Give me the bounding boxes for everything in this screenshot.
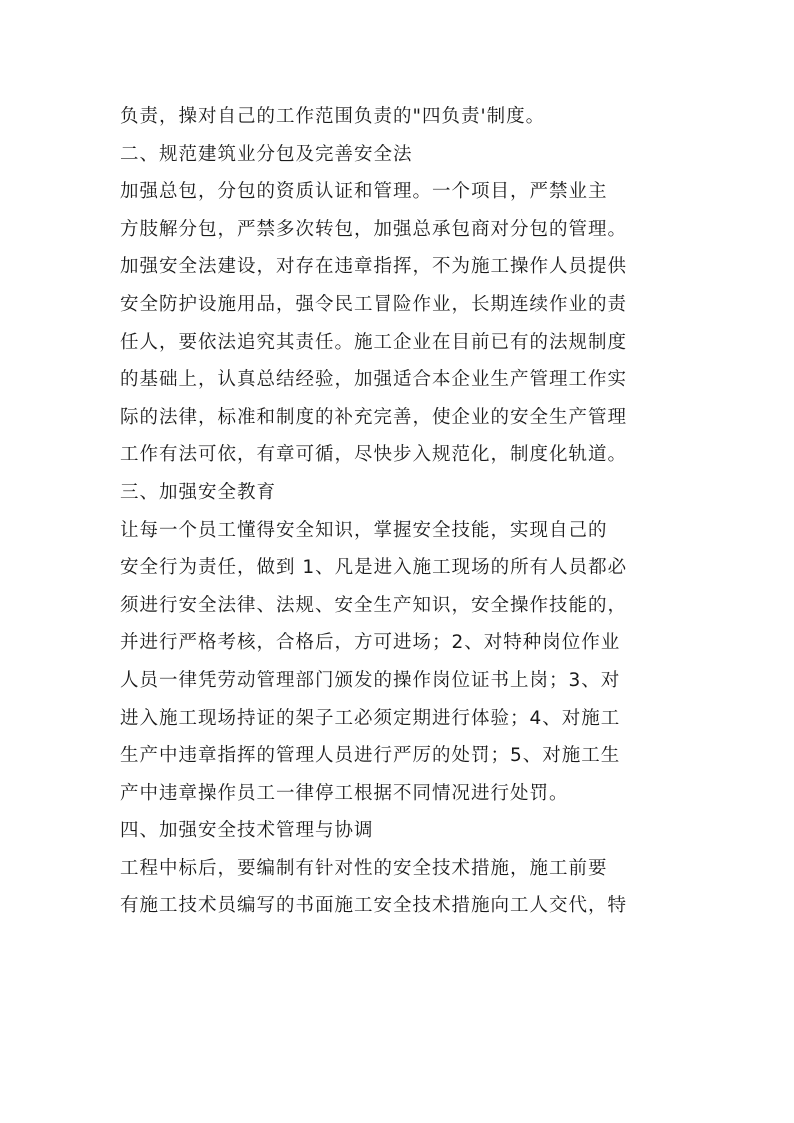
text-line: 须进行安全法律、法规、安全生产知识，安全操作技能的， [120, 594, 628, 616]
text-line: 有施工技术员编写的书面施工安全技术措施向工人交代，特 [120, 895, 628, 917]
text-line: 工程中标后，要编制有针对性的安全技术措施，施工前要 [120, 857, 608, 879]
text-line: 方肢解分包，严禁多次转包，加强总承包商对分包的管理。 [120, 218, 628, 240]
text-line: 安全防护设施用品，强令民工冒险作业，长期连续作业的责 [120, 293, 628, 315]
section-heading: 二、规范建筑业分包及完善安全法 [120, 143, 413, 165]
section-heading: 三、加强安全教育 [120, 481, 277, 503]
text-line: 工作有法可依，有章可循，尽快步入规范化，制度化轨道。 [120, 444, 628, 466]
text-line: 并进行严格考核，合格后，方可进场；2、对特种岗位作业 [120, 632, 621, 654]
text-line: 际的法律，标准和制度的补充完善，使企业的安全生产管理 [120, 406, 628, 428]
text-line: 进入施工现场持证的架子工必须定期进行体验；4、对施工 [120, 707, 621, 729]
document-body [120, 98, 690, 925]
text-line: 让每一个员工懂得安全知识，掌握安全技能，实现自己的 [120, 519, 608, 541]
text-line: 加强安全法建设，对存在违章指挥，不为施工操作人员提供 [120, 256, 628, 278]
text-line: 任人，要依法追究其责任。施工企业在目前已有的法规制度 [120, 331, 628, 353]
text-line: 的基础上，认真总结经验，加强适合本企业生产管理工作实 [120, 369, 628, 391]
text-line: 产中违章操作员工一律停工根据不同情况进行处罚。 [120, 782, 569, 804]
text-line: 人员一律凭劳动管理部门颁发的操作岗位证书上岗；3、对 [120, 669, 621, 691]
text-line: 安全行为责任，做到 1、凡是进入施工现场的所有人员都必 [120, 557, 628, 579]
section-heading: 四、加强安全技术管理与协调 [120, 820, 374, 842]
text-line: 负责，操对自己的工作范围负责的"四负责'制度。 [120, 106, 546, 127]
text-line: 生产中违章指挥的管理人员进行严厉的处罚；5、对施工生 [120, 745, 621, 767]
text-line: 加强总包，分包的资质认证和管理。一个项目，严禁业主 [120, 181, 608, 203]
